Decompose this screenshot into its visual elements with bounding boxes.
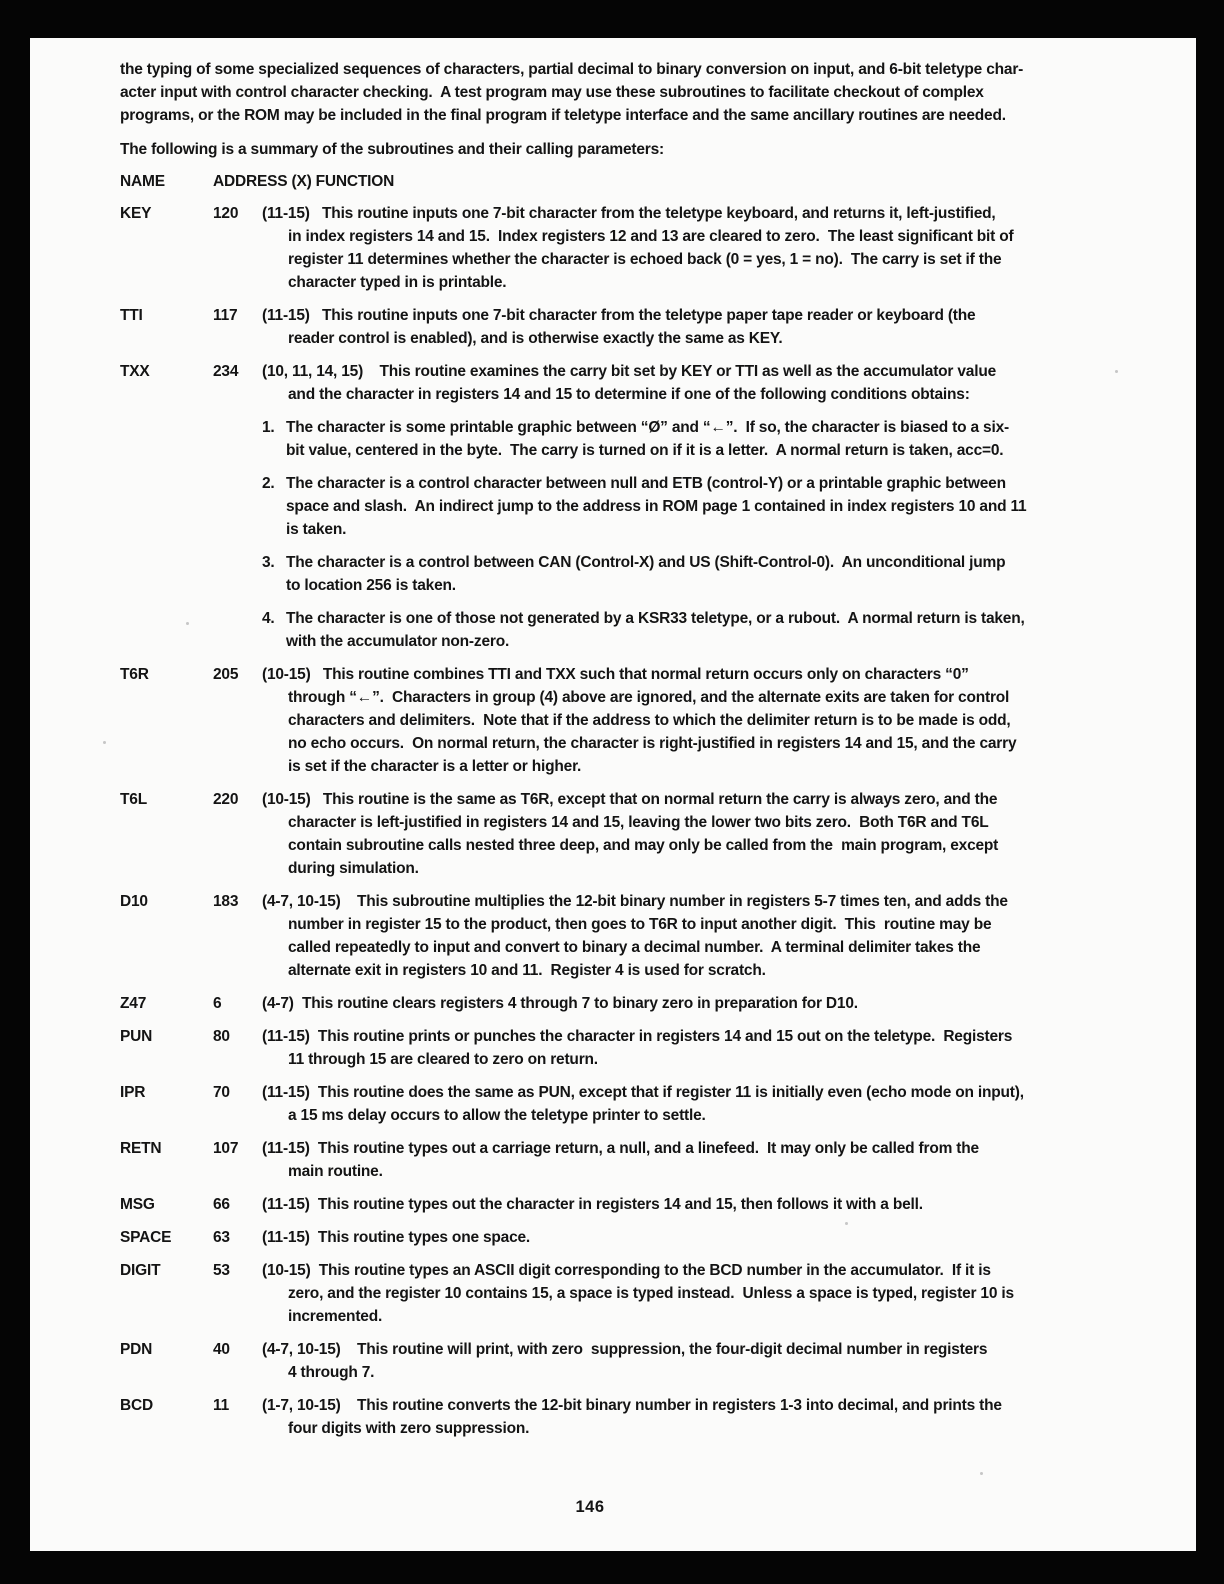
subroutine-address: 205: [213, 666, 239, 683]
list-item-marker: 4.: [262, 610, 275, 627]
subroutine-function: [262, 1025, 1130, 1071]
subroutine-name: TTI: [120, 307, 143, 324]
page-number: 146: [575, 1498, 605, 1516]
function-line: (4-7) This routine clears registers 4 through 7 to binary zero in preparation for D10.: [262, 995, 858, 1012]
subroutine-address: 120: [213, 205, 239, 222]
scan-border-top: [0, 0, 1224, 38]
function-line: (4-7, 10-15) This subroutine multiplies the 12-bit binary number in registers 5-7 times ten, and adds the: [262, 893, 1008, 910]
subroutine-function: [262, 1081, 1130, 1127]
subroutine-entry: [120, 663, 1130, 778]
subroutine-list: [120, 202, 1130, 1440]
function-line: number in register 15 to the product, then goes to T6R to input another digit. This routine may be: [288, 916, 992, 933]
subroutine-address: 220: [213, 791, 239, 808]
address-function-column-header: ADDRESS (X) FUNCTION: [213, 173, 395, 190]
subroutine-address: 63: [213, 1229, 230, 1246]
subroutine-function: [262, 360, 1130, 653]
function-line: characters and delimiters. Note that if the address to which the delimiter return is to be made is odd,: [288, 712, 1011, 729]
subroutine-function: [262, 1259, 1130, 1328]
subroutine-entry: [120, 202, 1130, 294]
scan-border-bottom: [0, 1551, 1224, 1584]
subroutine-name: Z47: [120, 995, 147, 1012]
subroutine-entry: [120, 1137, 1130, 1183]
subroutine-name: IPR: [120, 1084, 146, 1101]
function-line: (10-15) This routine is the same as T6R, except that on normal return the carry is always zero, and the: [262, 791, 998, 808]
list-item-marker: 2.: [262, 475, 275, 492]
summary-text: The following is a summary of the subroutines and their calling parameters:: [120, 141, 664, 158]
scan-border-left: [0, 0, 30, 1584]
name-column-header: NAME: [120, 173, 165, 190]
subroutine-name: T6L: [120, 791, 147, 808]
subroutine-address: 234: [213, 363, 239, 380]
subroutine-name: SPACE: [120, 1229, 172, 1246]
function-line: (10, 11, 14, 15) This routine examines the carry bit set by KEY or TTI as well as the accumulator value: [262, 363, 997, 380]
subroutine-name: TXX: [120, 363, 150, 380]
subroutine-address: 66: [213, 1196, 230, 1213]
function-line: character is left-justified in registers 14 and 15, leaving the lower two bits zero. Both T6R and T6L: [288, 814, 989, 831]
intro-line: the typing of some specialized sequences of characters, partial decimal to binary conversion on input, and 6-bit teletype char-: [120, 61, 1024, 78]
subroutine-entry: [120, 1226, 1130, 1249]
function-line: a 15 ms delay occurs to allow the teletype printer to settle.: [288, 1107, 706, 1124]
function-line: (11-15) This routine inputs one 7-bit character from the teletype paper tape reader or keyboard (the: [262, 307, 976, 324]
function-line: (11-15) This routine inputs one 7-bit character from the teletype keyboard, and returns it, left-justified,: [262, 205, 996, 222]
subroutine-entry: [120, 1025, 1130, 1071]
subroutine-entry: [120, 1259, 1130, 1328]
function-line: during simulation.: [288, 860, 419, 877]
subroutine-entry: [120, 1394, 1130, 1440]
numbered-list-item: [262, 416, 1130, 462]
scan-speckle: [186, 622, 189, 625]
numbered-list-item: [262, 551, 1130, 597]
function-line: (11-15) This routine types out the character in registers 14 and 15, then follows it with a bell.: [262, 1196, 923, 1213]
function-line: register 11 determines whether the character is echoed back (0 = yes, 1 = no). The carry is set if the: [288, 251, 1002, 268]
scan-speckle: [1115, 370, 1118, 373]
function-line: 4 through 7.: [288, 1364, 375, 1381]
subroutine-function: [262, 304, 1130, 350]
list-item-line: to location 256 is taken.: [286, 577, 456, 594]
function-line: alternate exit in registers 10 and 11. Register 4 is used for scratch.: [288, 962, 766, 979]
intro-line: acter input with control character checking. A test program may use these subroutines to facilitate checkout of complex: [120, 84, 984, 101]
subroutine-address: 53: [213, 1262, 230, 1279]
function-line: (10-15) This routine types an ASCII digit corresponding to the BCD number in the accumulator. If it is: [262, 1262, 991, 1279]
list-item-marker: 1.: [262, 419, 275, 436]
intro-line: programs, or the ROM may be included in the final program if teletype interface and the same ancillary routines are needed.: [120, 107, 1006, 124]
subroutine-address: 117: [213, 307, 238, 324]
list-item-line: The character is one of those not generated by a KSR33 teletype, or a rubout. A normal return is taken,: [286, 610, 1025, 627]
function-line: (11-15) This routine types one space.: [262, 1229, 531, 1246]
scan-speckle: [103, 741, 106, 744]
subroutine-name: PUN: [120, 1028, 153, 1045]
function-line: zero, and the register 10 contains 15, a space is typed instead. Unless a space is typed, register 10 is: [288, 1285, 1014, 1302]
subroutine-name: PDN: [120, 1341, 153, 1358]
subroutine-function: [262, 992, 1130, 1015]
function-line: contain subroutine calls nested three deep, and may only be called from the main program, except: [288, 837, 999, 854]
subroutine-entry: [120, 1338, 1130, 1384]
function-line: (11-15) This routine prints or punches the character in registers 14 and 15 out on the teletype. Registers: [262, 1028, 1013, 1045]
function-line: 11 through 15 are cleared to zero on return.: [288, 1051, 598, 1068]
subroutine-address: 183: [213, 893, 239, 910]
list-item-line: space and slash. An indirect jump to the address in ROM page 1 contained in index registers 10 and 11: [286, 498, 1027, 515]
subroutine-address: 11: [213, 1397, 229, 1414]
list-item-line: bit value, centered in the byte. The carry is turned on if it is a letter. A normal return is taken, acc=0.: [286, 442, 1004, 459]
subroutine-address: 6: [213, 995, 222, 1012]
intro-paragraph: [120, 58, 1130, 127]
subroutine-name: MSG: [120, 1196, 155, 1213]
subroutine-address: 70: [213, 1084, 230, 1101]
subroutine-entry: [120, 1193, 1130, 1216]
function-line: four digits with zero suppression.: [288, 1420, 530, 1437]
function-line: (1-7, 10-15) This routine converts the 12-bit binary number in registers 1-3 into decimal, and prints the: [262, 1397, 1002, 1414]
list-item-line: with the accumulator non-zero.: [286, 633, 510, 650]
subroutine-name: BCD: [120, 1397, 153, 1414]
subroutine-entry: [120, 360, 1130, 653]
subroutine-function: [262, 1338, 1130, 1384]
function-line: incremented.: [288, 1308, 383, 1325]
subroutine-address: 40: [213, 1341, 230, 1358]
subroutine-function: [262, 890, 1130, 982]
function-line: (11-15) This routine does the same as PUN, except that if register 11 is initially even (echo mode on input),: [262, 1084, 1024, 1101]
numbered-list-item: [262, 472, 1130, 541]
function-line: through “←”. Characters in group (4) above are ignored, and the alternate exits are taken for control: [288, 689, 1010, 706]
subroutine-entry: [120, 1081, 1130, 1127]
function-line: character typed in is printable.: [288, 274, 507, 291]
list-item-marker: 3.: [262, 554, 275, 571]
subroutine-entry: [120, 304, 1130, 350]
list-item-line: The character is some printable graphic between “Ø” and “←”. If so, the character is biased to a six-: [286, 419, 1009, 436]
list-item-line: The character is a control character between null and ETB (control-Y) or a printable graphic between: [286, 475, 1006, 492]
subroutine-function: [262, 1394, 1130, 1440]
subroutine-address: 80: [213, 1028, 230, 1045]
function-line: (4-7, 10-15) This routine will print, with zero suppression, the four-digit decimal number in registers: [262, 1341, 988, 1358]
list-item-line: The character is a control between CAN (Control-X) and US (Shift-Control-0). An unconditional jump: [286, 554, 1006, 571]
scan-speckle: [980, 1472, 983, 1475]
function-line: main routine.: [288, 1163, 383, 1180]
subroutine-name: T6R: [120, 666, 149, 683]
subroutine-name: DIGIT: [120, 1262, 161, 1279]
numbered-list-item: [262, 607, 1130, 653]
function-line: (11-15) This routine types out a carriage return, a null, and a linefeed. It may only be called from the: [262, 1140, 979, 1157]
subroutine-function: [262, 1193, 1130, 1216]
function-line: reader control is enabled), and is otherwise exactly the same as KEY.: [288, 330, 783, 347]
function-line: (10-15) This routine combines TTI and TXX such that normal return occurs only on characters “0”: [262, 666, 969, 683]
subroutine-name: D10: [120, 893, 148, 910]
function-line: in index registers 14 and 15. Index registers 12 and 13 are cleared to zero. The least significant bit of: [288, 228, 1014, 245]
function-line: and the character in registers 14 and 15 to determine if one of the following conditions obtains:: [288, 386, 970, 403]
subroutine-name: RETN: [120, 1140, 162, 1157]
subroutine-function: [262, 788, 1130, 880]
function-line: no echo occurs. On normal return, the character is right-justified in registers 14 and 15, and the carry: [288, 735, 1017, 752]
scan-speckle: [845, 1222, 848, 1225]
scan-border-right: [1196, 0, 1224, 1584]
subroutine-name: KEY: [120, 205, 152, 222]
subroutine-function: [262, 663, 1130, 778]
subroutine-function: [262, 1137, 1130, 1183]
subroutine-function: [262, 1226, 1130, 1249]
summary-line: [120, 138, 1130, 161]
function-line: called repeatedly to input and convert to binary a decimal number. A terminal delimiter takes the: [288, 939, 981, 956]
subroutine-entry: [120, 788, 1130, 880]
subroutine-entry: [120, 992, 1130, 1015]
subroutine-address: 107: [213, 1140, 239, 1157]
table-header: [120, 170, 1130, 193]
page-content: [120, 58, 1130, 1450]
subroutine-function: [262, 202, 1130, 294]
subroutine-entry: [120, 890, 1130, 982]
list-item-line: is taken.: [286, 521, 347, 538]
function-line: is set if the character is a letter or higher.: [288, 758, 582, 775]
